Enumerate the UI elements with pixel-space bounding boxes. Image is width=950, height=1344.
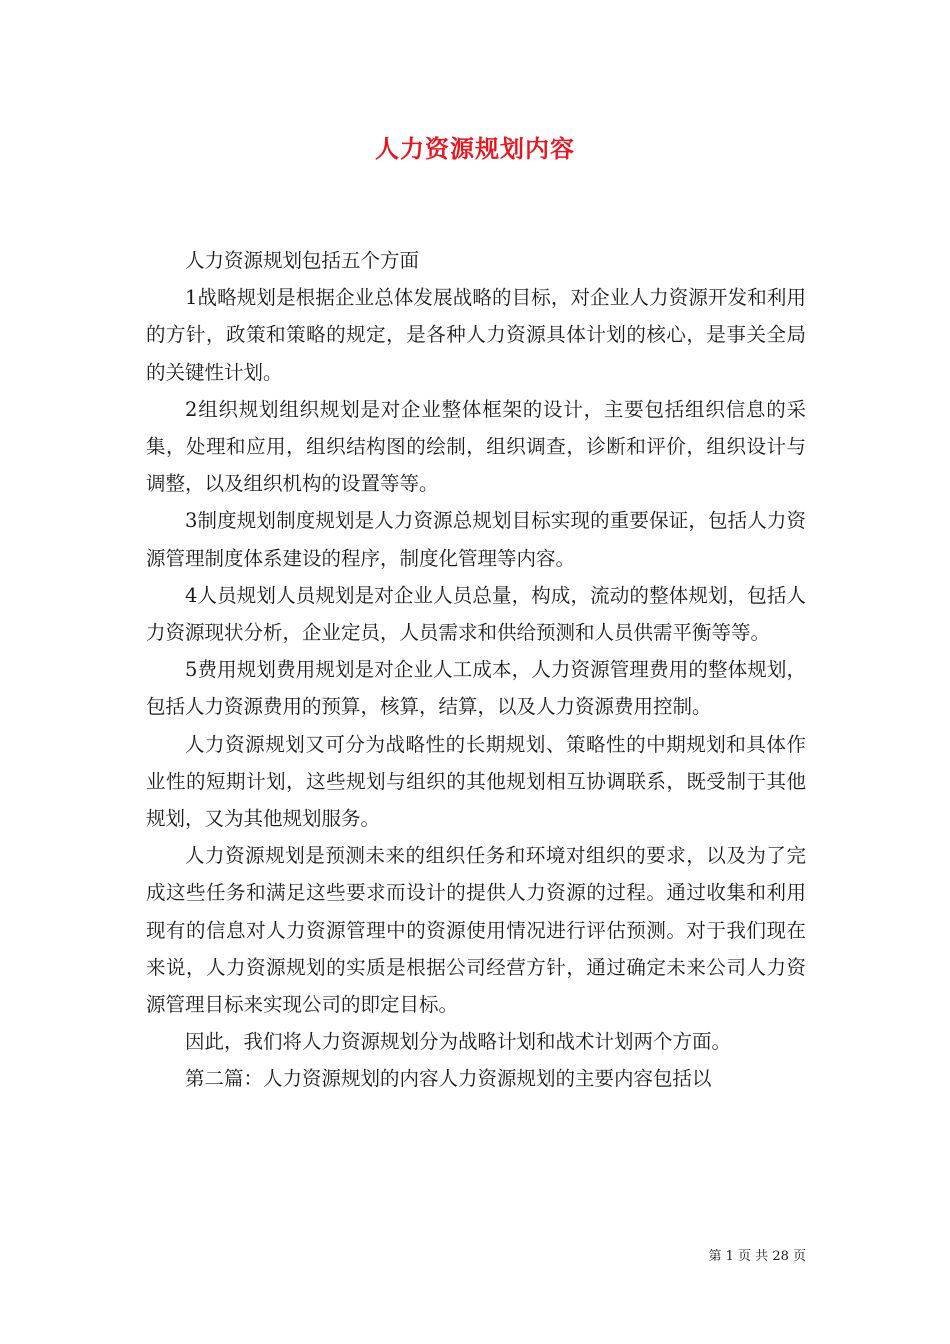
paragraph-cost-planning: 5费用规划费用规划是对企业人工成本，人力资源管理费用的整体规划，包括人力资源费用的预算，核算，结算，以及人力资源费用控制。 xyxy=(146,658,806,719)
document-body xyxy=(146,242,806,1098)
paragraph-second-article: 第二篇：人力资源规划的内容人力资源规划的主要内容包括以 xyxy=(185,1067,712,1091)
paragraph-system-planning: 3制度规划制度规划是人力资源总规划目标实现的重要保证，包括人力资源管理制度体系建设的程序，制度化管理等内容。 xyxy=(146,509,806,570)
paragraph-planning-definition: 人力资源规划是预测未来的组织任务和环境对组织的要求，以及为了完成这些任务和满足这些要求而设计的提供人力资源的过程。通过收集和利用现有的信息对人力资源管理中的资源使用情况进行评估预测。对于我们现在来说，人力资源规划的实质是根据公司经营方针，通过确定未来公司人力资源管理目标来实现公司的即定目标。 xyxy=(146,844,806,1017)
paragraph-planning-types: 人力资源规划又可分为战略性的长期规划、策略性的中期规划和具体作业性的短期计划，这些规划与组织的其他规划相互协调联系，既受制于其他规划，又为其他规划服务。 xyxy=(146,732,806,831)
page-footer: 第 1 页 共 28 页 xyxy=(708,1249,806,1264)
paragraph-intro: 人力资源规划包括五个方面 xyxy=(185,249,420,272)
paragraph-conclusion: 因此，我们将人力资源规划分为战略计划和战术计划两个方面。 xyxy=(185,1030,732,1054)
paragraph-organization-planning: 2组织规划组织规划是对企业整体框架的设计，主要包括组织信息的采集，处理和应用，组织结构图的绘制，组织调查，诊断和评价，组织设计与调整，以及组织机构的设置等等。 xyxy=(146,397,806,496)
paragraph-personnel-planning: 4人员规划人员规划是对企业人员总量，构成，流动的整体规划，包括人力资源现状分析，企业定员，人员需求和供给预测和人员供需平衡等等。 xyxy=(146,583,806,645)
paragraph-strategic-planning: 1战略规划是根据企业总体发展战略的目标，对企业人力资源开发和利用的方针，政策和策略的规定，是各种人力资源具体计划的核心，是事关全局的关键性计划。 xyxy=(146,286,806,384)
document-title: 人力资源规划内容 xyxy=(375,134,575,163)
